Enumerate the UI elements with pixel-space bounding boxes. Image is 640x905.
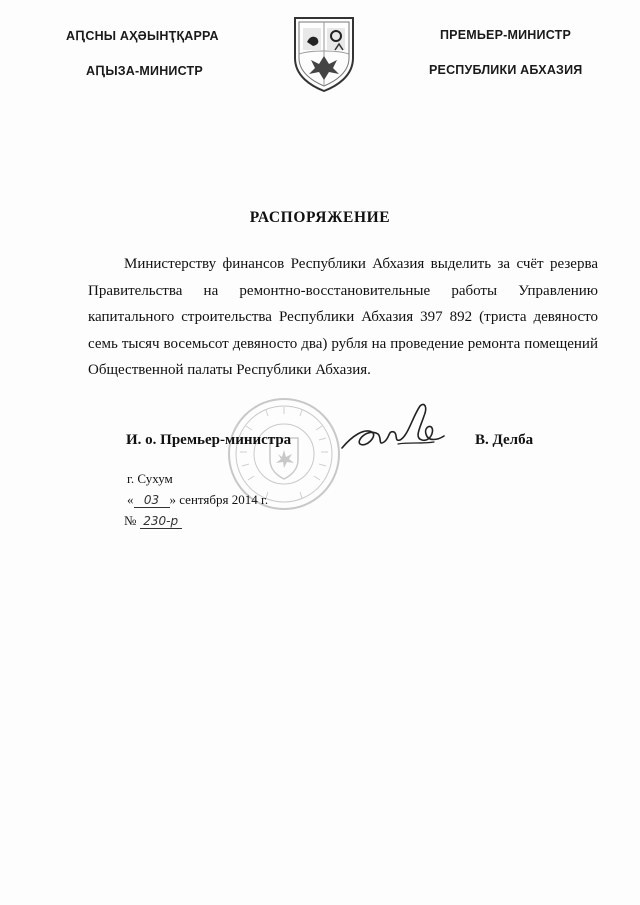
- signatory-name: В. Делба: [475, 432, 534, 448]
- number-prefix: №: [124, 513, 137, 528]
- document-body: Министерству финансов Республики Абхазия выделить за счёт резерва Правительства на ремонтно-восстановительные работы Управлению капитального строительства Республики Абхазия 397 892 (триста девяносто семь тысяч восемьсот девяносто два) рубля на проведение ремонта помещений Общественной палаты Республики Абхазия.: [88, 256, 598, 378]
- date-day: 03: [134, 494, 170, 508]
- date-open-quote: «: [127, 492, 134, 507]
- document-date: [127, 492, 268, 508]
- signatory-position: И. о. Премьер-министра: [126, 432, 292, 448]
- document-title: РАСПОРЯЖЕНИЕ: [249, 209, 391, 226]
- document-number: [124, 513, 182, 529]
- number-value: 230-р: [140, 515, 182, 529]
- header-right-line1: ПРЕМЬЕР-МИНИСТР: [440, 28, 571, 42]
- document-city: г. Сухум: [127, 471, 173, 486]
- handwritten-signature-icon: [338, 398, 458, 462]
- header-left-line1: АԤСНЫ АҲӘЫНҬҚАРРА: [66, 29, 219, 43]
- header-left-line2: АԤЫЗА-МИНИСТР: [86, 64, 203, 78]
- abkhazia-coat-of-arms-icon: [291, 14, 357, 94]
- header-right-line2: РЕСПУБЛИКИ АБХАЗИЯ: [429, 63, 583, 77]
- date-rest: » сентября 2014 г.: [169, 492, 269, 507]
